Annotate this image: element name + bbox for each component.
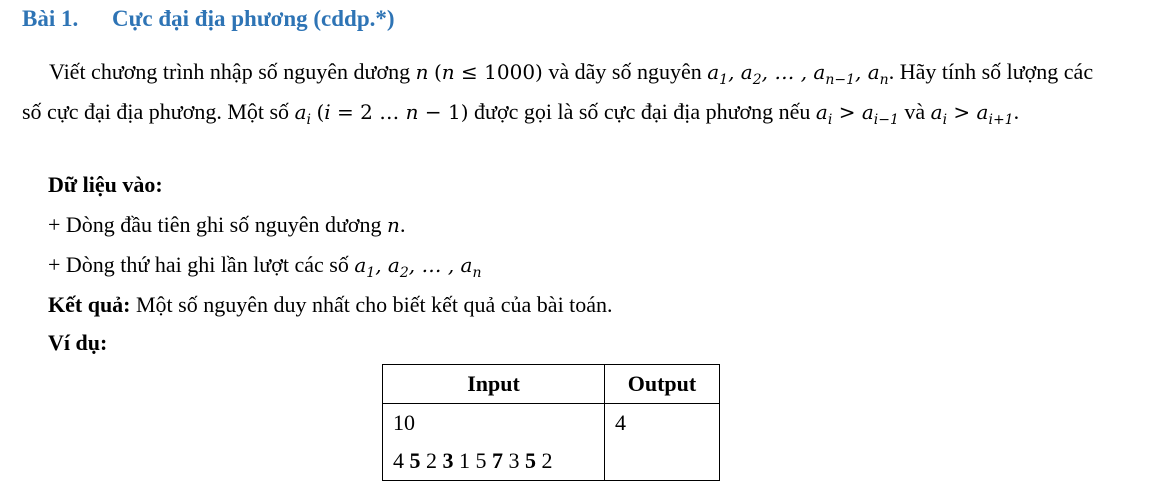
math-constraint: (n ≤ 1000)	[433, 60, 543, 84]
sequence-value: 5	[409, 448, 421, 473]
output-cell	[605, 404, 720, 481]
sequence-value: 1	[459, 448, 470, 473]
problem-number: Bài 1.	[22, 6, 79, 31]
math-n: n	[415, 60, 429, 84]
sequence-value: 5	[475, 448, 487, 473]
example-table	[382, 364, 720, 481]
sequence-value: 4	[393, 448, 404, 473]
output-heading: Kết quả:	[48, 292, 131, 317]
col-input-header: Input	[383, 365, 605, 404]
problem-statement: Viết chương trình nhập số nguyên dương n (n ≤ 1000) và dãy số nguyên $a_1$, $a_2$, … , $a_{n-1}$, $a_n$. Hãy tính số lượng các số cực đại địa phương. Một số $a_i$ (i = 2 … n − 1) được gọi là số cực đại địa phương nếu $a_i > a_{i-1}$ và $a_i > a_{i+1}$.	[22, 59, 1094, 128]
math-condition: $a_i > a_{i-1}$	[815, 100, 899, 128]
sequence-value: 3	[442, 448, 454, 473]
math-sequence: $a_1$, $a_2$, … , $a_{n-1}$, $a_n$	[707, 60, 889, 88]
problem-title	[22, 6, 395, 32]
statement-text-1: Viết chương trình nhập số nguyên dương	[49, 59, 411, 84]
col-output-header: Output	[605, 365, 720, 404]
math-range: (i = 2 … n − 1)	[316, 100, 469, 124]
input-line-n: 10	[393, 410, 415, 435]
input-line-seq	[393, 442, 594, 480]
output-line	[48, 292, 613, 318]
input-line-1: + Dòng đầu tiên ghi số nguyên dương n.	[48, 212, 406, 237]
statement-and: và	[904, 99, 926, 124]
sequence-value: 2	[426, 448, 437, 473]
sequence-value: 3	[508, 448, 520, 473]
input-cell	[383, 404, 605, 481]
sequence-value: 2	[541, 448, 553, 473]
sequence-value: 7	[492, 448, 503, 473]
math-ai: $a_i$	[294, 100, 311, 128]
example-heading: Ví dụ:	[48, 330, 108, 355]
input-line-2: + Dòng thứ hai ghi lần lượt các số $a_1$, $a_2$, … , $a_n$	[48, 252, 482, 281]
math-condition-2: $a_i > a_{i+1}$	[930, 100, 1014, 128]
problem-name: Cực đại địa phương (cddp.*)	[112, 6, 395, 31]
input-heading: Dữ liệu vào:	[48, 172, 163, 197]
output-value: 4	[615, 410, 626, 435]
statement-text-2: và dãy số nguyên	[548, 59, 702, 84]
output-text: Một số nguyên duy nhất cho biết kết quả của bài toán.	[136, 292, 613, 317]
statement-text-4: được gọi là số cực đại địa phương nếu	[474, 99, 811, 124]
sequence-value: 5	[525, 448, 536, 473]
